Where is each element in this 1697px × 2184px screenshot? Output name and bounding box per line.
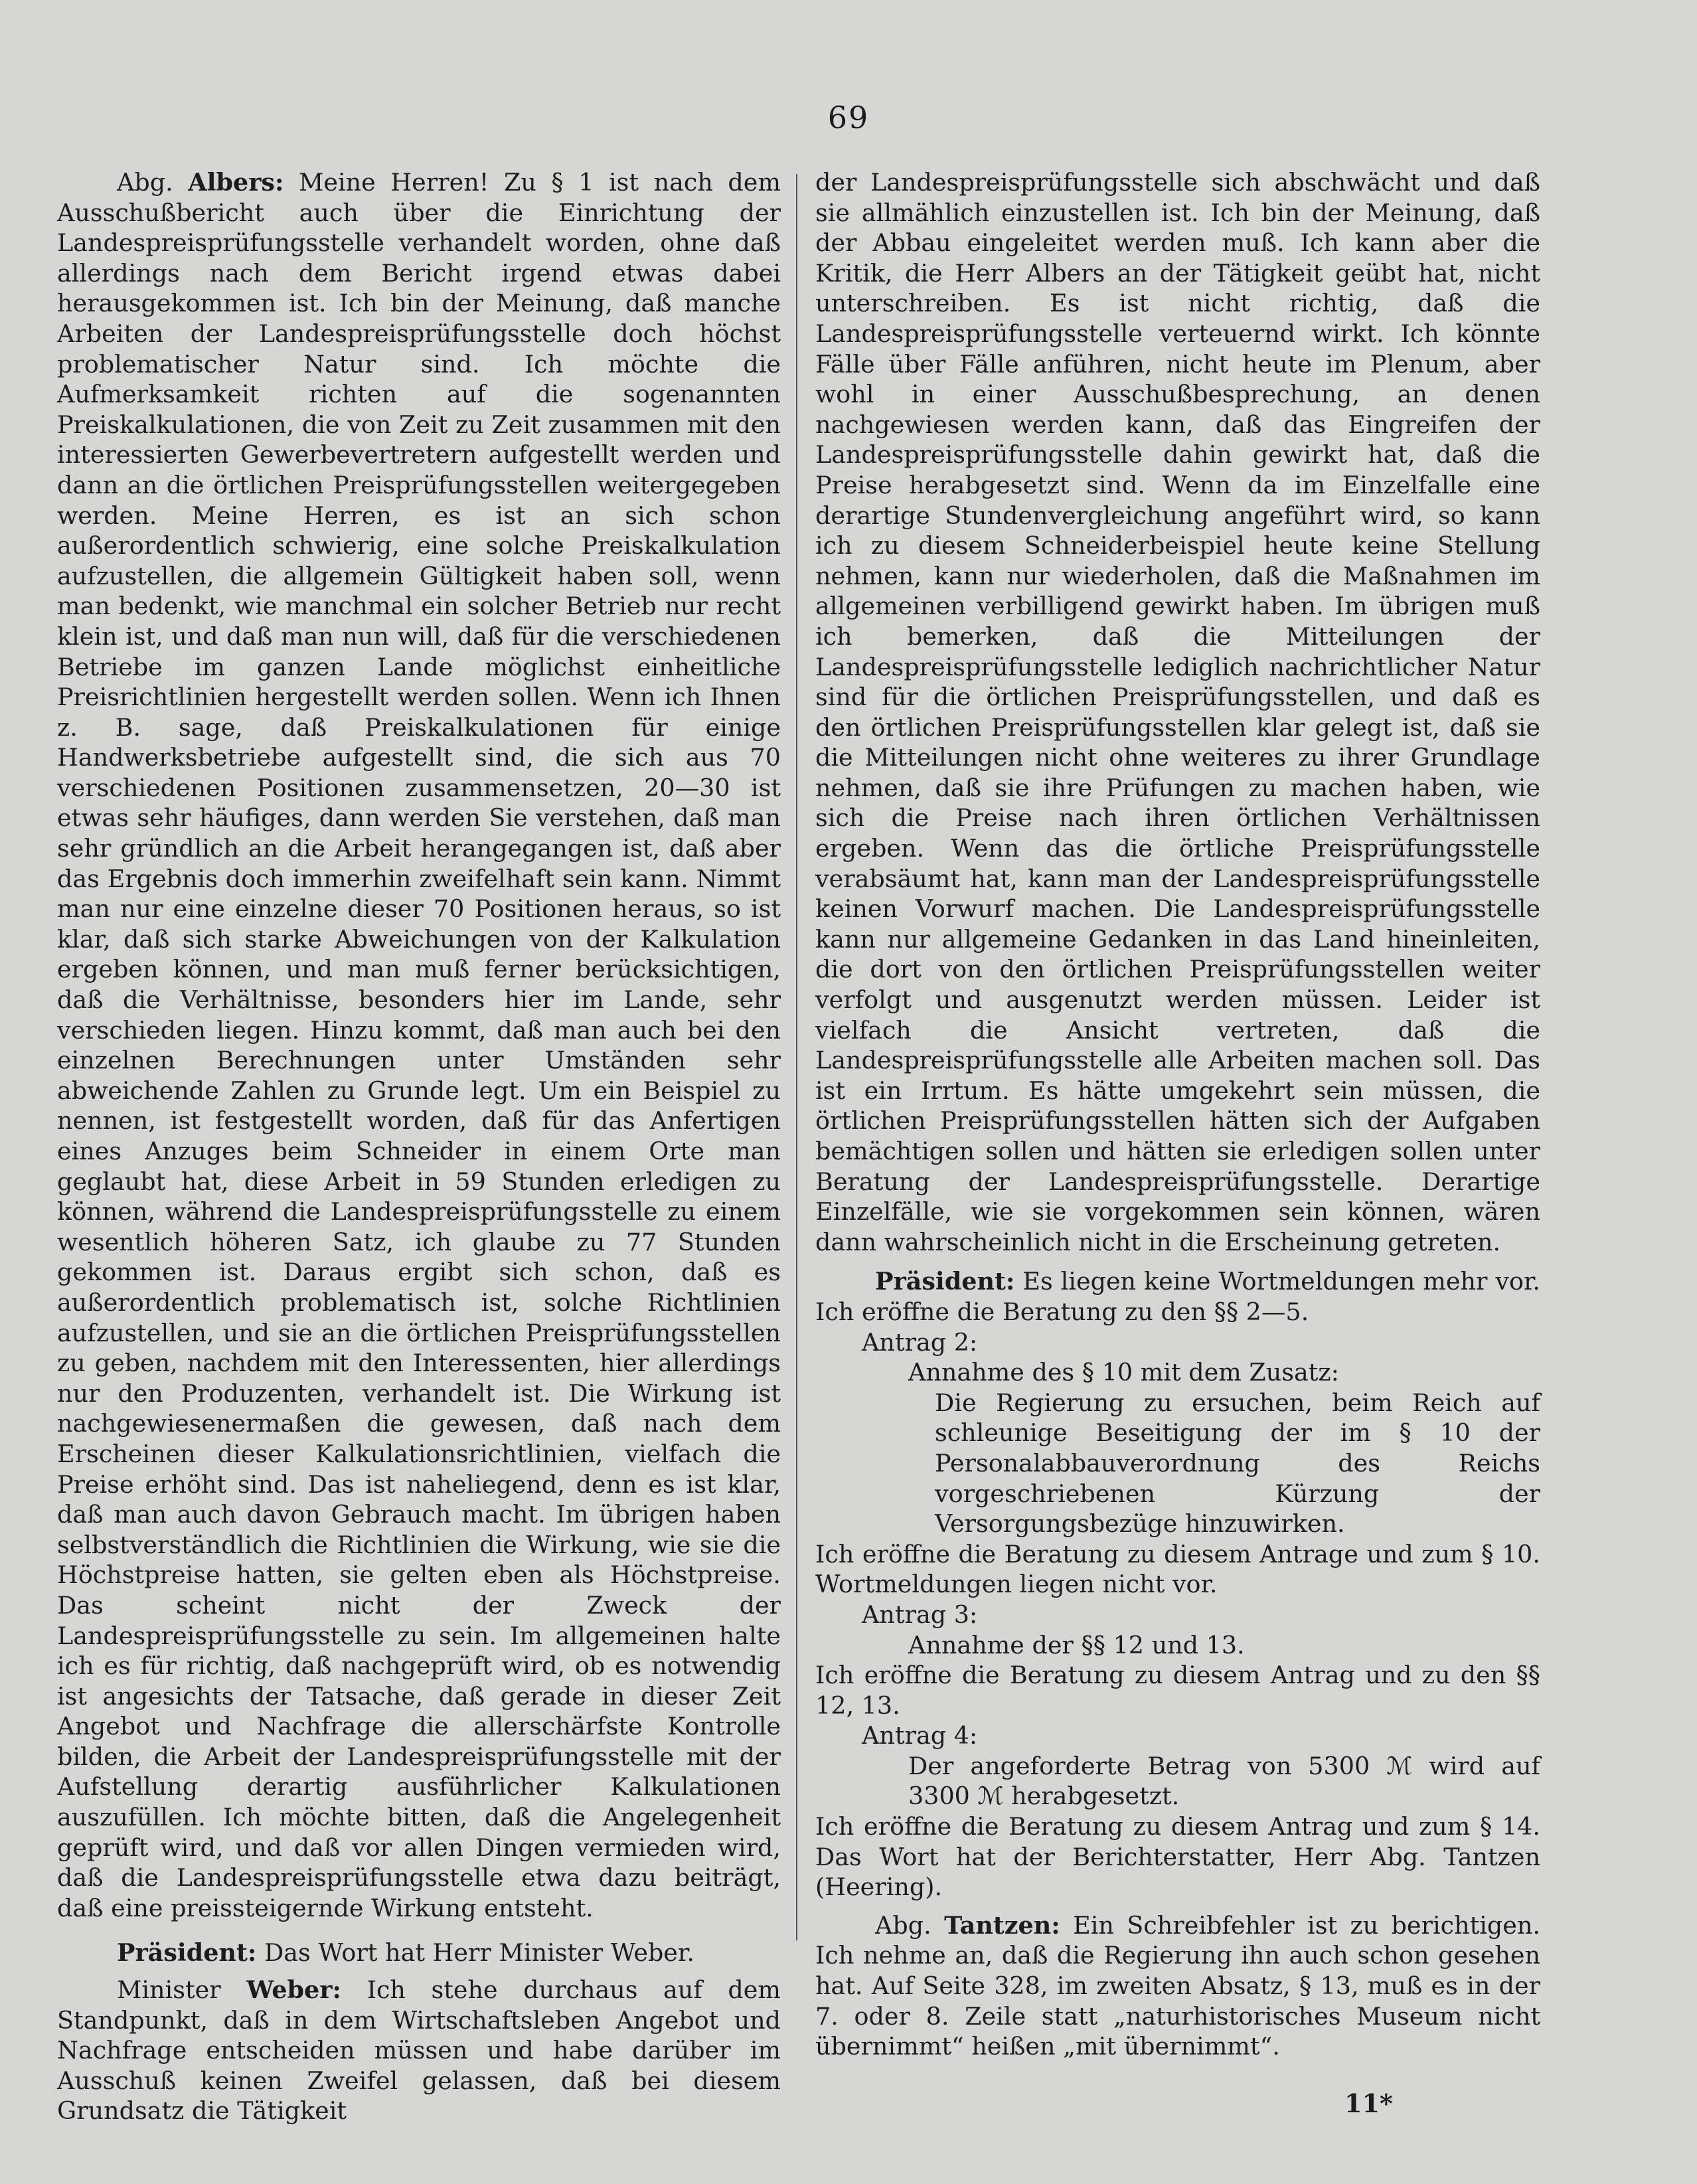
president-speaker: Präsident:	[117, 1938, 257, 1968]
antrag4-text: Der angeforderte Betrag von 5300 ℳ wird auf 3300 ℳ herabgesetzt.	[908, 1751, 1540, 1811]
antrag4-label: Antrag 4:	[862, 1721, 978, 1750]
president2-paragraph	[815, 1266, 1540, 1327]
albers-prefix: Abg.	[117, 168, 173, 197]
president-text: Das Wort hat Herr Minister Weber.	[264, 1938, 694, 1968]
antrag3-title: Annahme der §§ 12 und 13.	[908, 1630, 1245, 1659]
antrag3-label: Antrag 3:	[862, 1600, 978, 1629]
antrag2-title: Annahme des § 10 mit dem Zusatz:	[908, 1358, 1339, 1387]
weber-paragraph	[57, 1975, 781, 2126]
weber-continued: der Landespreisprüfungsstelle sich abschwächt und daß sie allmählich einzustellen ist. Ich bin der Meinung, daß der Abbau eingeleitet werden muß. Ich kann aber die Kritik, die Herr Albers an der Tätigkeit geübt hat, nicht unterschreiben. Es ist nicht richtig, daß die Landespreisprüfungsstelle verteuernd wirkt. Ich könnte Fälle über Fälle anführen, nicht heute im Plenum, aber wohl in einer Ausschußbesprechung, an denen nachgewiesen werden kann, daß das Eingreifen der Landespreisprüfungsstelle dahin gewirkt hat, daß die Preise herabgesetzt sind. Wenn da im Einzelfalle eine derartige Stundenvergleichung angeführt wird, so kann ich zu diesem Schneiderbeispiel heute keine Stellung nehmen, kann nur wiederholen, daß die Maßnahmen im allgemeinen verbilligend gewirkt haben. Im übrigen muß ich bemerken, daß die Mitteilungen der Landespreisprüfungsstelle lediglich nachrichtlicher Natur sind für die örtlichen Preisprüfungsstellen, und daß es den örtlichen Preisprüfungsstellen klar gelegt ist, daß sie die Mitteilungen nicht ohne weiteres zu ihrer Grundlage nehmen, daß sie ihre Prüfungen zu machen haben, wie sich die Preise nach ihren örtlichen Verhältnissen ergeben. Wenn das die örtliche Preisprüfungsstelle verabsäumt hat, kann man der Landespreisprüfungsstelle keinen Vorwurf machen. Die Landespreisprüfungsstelle kann nur allgemeine Gedanken in das Land hineinleiten, die dort von den örtlichen Preisprüfungsstellen weiter verfolgt und ausgenutzt werden müssen. Leider ist vielfach die Ansicht vertreten, daß die Landespreisprüfungsstelle alle Arbeiten machen soll. Das ist ein Irrtum. Es hätte umgekehrt sein müssen, die örtlichen Preisprüfungsstellen hätten sich der Aufgaben bemächtigen sollen und hätten sie erledigen sollen unter Beratung der Landespreisprüfungsstelle. Derartige Einzelfälle, wie sie vorgekommen sein können, wären dann wahrscheinlich nicht in die Erscheinung getreten.	[815, 168, 1540, 1256]
albers-speech: Meine Herren! Zu § 1 ist nach dem Ausschußbericht auch über die Einrichtung der Landespreisprüfungsstelle verhandelt worden, ohne daß allerdings nach dem Bericht irgend etwas dabei herausgekommen ist. Ich bin der Meinung, daß manche Arbeiten der Landespreisprüfungsstelle doch höchst problematischer Natur sind. Ich möchte die Aufmerksamkeit richten auf die sogenannten Preiskalkulationen, die von Zeit zu Zeit zusammen mit den interessierten Gewerbevertretern aufgestellt werden und dann an die örtlichen Preisprüfungsstellen weitergegeben werden. Meine Herren, es ist an sich schon außerordentlich schwierig, eine solche Preiskalkulation aufzustellen, die allgemein Gültigkeit haben soll, wenn man bedenkt, wie manchmal ein solcher Betrieb nur recht klein ist, und daß man nun will, daß für die verschiedenen Betriebe im ganzen Lande möglichst einheitliche Preisrichtlinien hergestellt werden sollen. Wenn ich Ihnen z. B. sage, daß Preiskalkulationen für einige Handwerksbetriebe aufgestellt sind, die sich aus 70 verschiedenen Positionen zusammensetzen, 20—30 ist etwas sehr häufiges, dann werden Sie verstehen, daß man sehr gründlich an die Arbeit herangegangen ist, daß aber das Ergebnis doch immerhin zweifelhaft sein kann. Nimmt man nur eine einzelne dieser 70 Positionen heraus, so ist klar, daß sich starke Abweichungen von der Kalkulation ergeben können, und man muß ferner berücksichtigen, daß die Verhältnisse, besonders hier im Lande, sehr verschieden liegen. Hinzu kommt, daß man auch bei den einzelnen Berechnungen unter Umständen sehr abweichende Zahlen zu Grunde legt. Um ein Beispiel zu nennen, ist festgestellt worden, daß für das Anfertigen eines Anzuges beim Schneider in einem Orte man geglaubt hat, diese Arbeit in 59 Stunden erledigen zu können, während die Landespreisprüfungsstelle zu einem wesentlich höheren Satz, ich glaube zu 77 Stunden gekommen ist. Daraus ergibt sich schon, daß es außerordentlich problematisch ist, solche Richtlinien aufzustellen, und sie an die örtlichen Preisprüfungsstellen zu geben, nachdem mit den Interessenten, hier allerdings nur den Produzenten, verhandelt ist. Die Wirkung ist nachgewiesenermaßen die gewesen, daß nach dem Erscheinen dieser Kalkulationsrichtlinien, vielfach die Preise erhöht sind. Das ist naheliegend, denn es ist klar, daß man auch davon Gebrauch macht. Im übrigen haben selbstverständlich die Richtlinien die Wirkung, wie sie die Höchstpreise hatten, sie gelten eben als Höchstpreise. Das scheint nicht der Zweck der Landespreisprüfungsstelle zu sein. Im allgemeinen halte ich es für richtig, daß nachgeprüft wird, ob es notwendig ist angesichts der Tatsache, daß gerade in dieser Zeit Angebot und Nachfrage die allerschärfste Kontrolle bilden, die Arbeit der Landespreisprüfungsstelle mit der Aufstellung derartig ausführlicher Kalkulationen auszufüllen. Ich möchte bitten, daß die Angelegenheit geprüft wird, und daß vor allen Dingen vermieden wird, daß die Landespreisprüfungsstelle etwa dazu beiträgt, daß eine preissteigernde Wirkung entsteht.	[57, 168, 781, 1922]
left-column	[57, 167, 781, 2126]
column-divider	[796, 174, 797, 1940]
antrag2-label: Antrag 2:	[862, 1327, 978, 1357]
right-column	[815, 167, 1540, 2062]
tantzen-speaker: Tantzen:	[944, 1910, 1060, 1940]
albers-paragraph	[57, 167, 781, 1923]
antrag4-open: Ich eröffne die Beratung zu diesem Antrag und zum § 14. Das Wort hat der Berichterstatter, Herr Abg. Tantzen (Heering).	[815, 1812, 1540, 1902]
page-number: 69	[827, 100, 870, 135]
tantzen-prefix: Abg.	[875, 1910, 931, 1940]
antrag3-open: Ich eröffne die Beratung zu diesem Antrag und zu den §§ 12, 13.	[815, 1661, 1540, 1720]
president2-text: Es liegen keine Wortmeldungen mehr vor. Ich eröffne die Beratung zu den §§ 2—5.	[815, 1267, 1540, 1326]
tantzen-speech: Ein Schreibfehler ist zu berichtigen. Ich nehme an, daß die Regierung ihn auch schon gesehen hat. Auf Seite 328, im zweiten Absatz, § 13, muß es in der 7. oder 8. Zeile statt „naturhistorisches Museum nicht übernimmt“ heißen „mit übernimmt“.	[815, 1910, 1540, 2061]
weber-speaker: Weber:	[246, 1975, 341, 2005]
antrag2-text: Die Regierung zu ersuchen, beim Reich auf schleunige Beseitigung der im § 10 der Personalabbauverordnung des Reichs vorgeschriebenen Kürzung der Versorgungsbezüge hinzuwirken.	[935, 1388, 1540, 1539]
president-paragraph	[57, 1938, 781, 1968]
tantzen-paragraph	[815, 1910, 1540, 2062]
president2-speaker: Präsident:	[875, 1267, 1015, 1296]
albers-speaker: Albers:	[188, 168, 284, 197]
antrag2-open: Ich eröffne die Beratung zu diesem Antrage und zum § 10. Wortmeldungen liegen nicht vor.	[815, 1539, 1540, 1599]
weber-prefix: Minister	[117, 1975, 221, 2005]
weber-speech: Ich stehe durchaus auf dem Standpunkt, daß in dem Wirtschaftsleben Angebot und Nachfrage entscheiden müssen und habe darüber im Ausschuß keinen Zweifel gelassen, daß bei diesem Grundsatz die Tätigkeit	[57, 1975, 781, 2126]
folio-mark: 11*	[1344, 2088, 1393, 2118]
